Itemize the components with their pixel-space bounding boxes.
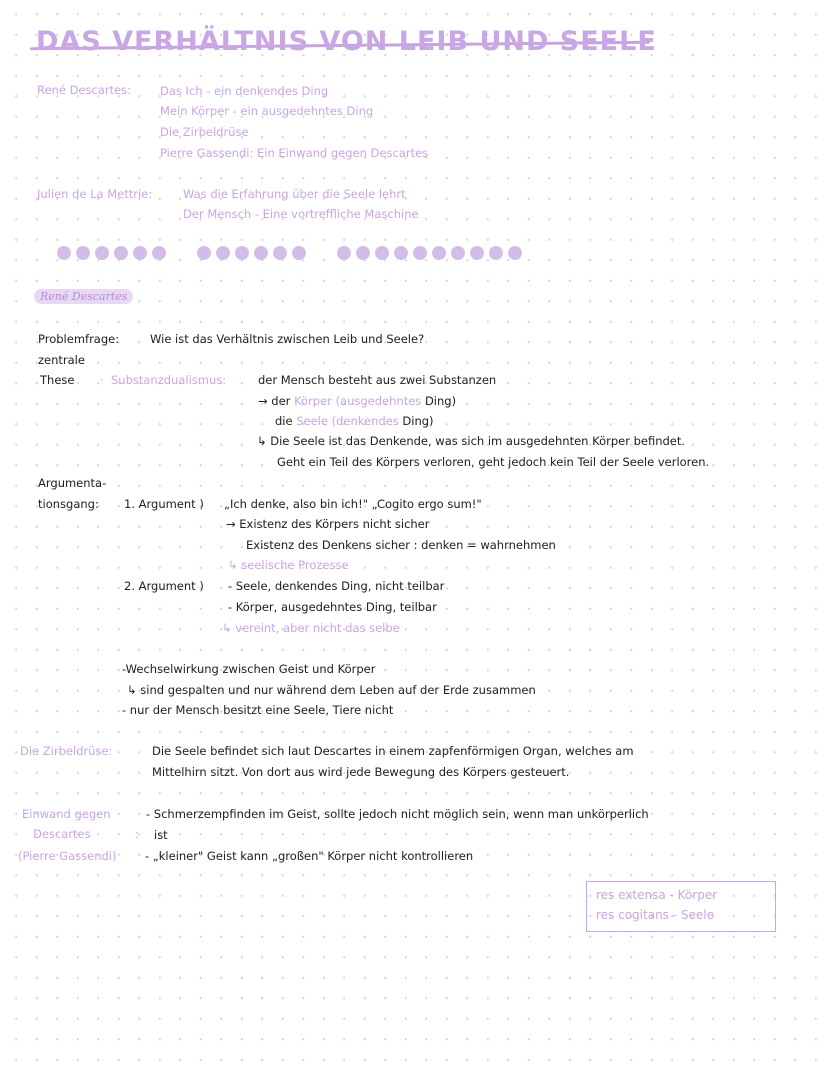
summary-line-cogitans: res cogitans - Seele [596, 908, 714, 922]
summary-box [586, 881, 776, 932]
summary-line-extensa: res extensa - Körper [596, 888, 718, 902]
zirbel-line-2: Mittelhirn sitzt. Von dort aus wird jede Bewegung des Körpers gesteuert. [152, 765, 570, 779]
these-line-4: Geht ein Teil des Körpers verloren, geht jedoch kein Teil der Seele verloren. [277, 455, 710, 469]
einwand-line-2: ist [154, 828, 168, 842]
toc-descartes-label: René Descartes: [37, 83, 132, 97]
argument-1-line-4: ↳ seelische Prozesse [228, 558, 349, 572]
wechsel-line-3: - nur der Mensch besitzt eine Seele, Tiere nicht [122, 703, 394, 717]
problem-label: Problemfrage: [38, 332, 120, 346]
these-line-3: ↳ Die Seele ist das Denkende, was sich im ausgedehnten Körper befindet. [257, 434, 686, 448]
these-term: Substanzdualismus: [111, 373, 227, 387]
einwand-label-colon: : [135, 827, 139, 841]
argument-1-line-1: „Ich denke, also bin ich!" „Cogito ergo sum!" [224, 497, 482, 511]
einwand-line-3: - „kleiner" Geist kann „großen" Körper nicht kontrollieren [145, 849, 474, 863]
wechsel-line-2: ↳ sind gespalten und nur während dem Leben auf der Erde zusammen [127, 683, 536, 697]
these-line-koerper: → der Körper (ausgedehntes Ding) [258, 394, 457, 408]
toc-item: Pierre Gassendi: Ein Einwand gegen Descartes [160, 146, 429, 160]
argument-2-line-3: ↳ vereint, aber nicht das selbe [222, 621, 400, 635]
toc-item: Das Ich - ein denkendes Ding [160, 84, 329, 98]
argument-1-label: 1. Argument ) [124, 497, 204, 511]
argument-2-line-1: - Seele, denkendes Ding, nicht teilbar [228, 579, 445, 593]
toc-item: Mein Körper - ein ausgedehntes Ding [160, 104, 374, 118]
einwand-label-2: Descartes [33, 827, 91, 841]
argument-1-line-3: Existenz des Denkens sicher : denken = wahrnehmen [246, 538, 556, 552]
argument-label-2: tionsgang: [38, 497, 99, 511]
wechsel-line-1: -Wechselwirkung zwischen Geist und Körper [122, 662, 376, 676]
einwand-label-1: Einwand gegen [22, 807, 111, 821]
section-heading-chip: René Descartes [34, 289, 133, 304]
these-label-1: zentrale [38, 353, 85, 367]
einwand-label-3: (Pierre Gassendi) [18, 849, 117, 863]
argument-2-line-2: - Körper, ausgedehntes Ding, teilbar [228, 600, 437, 614]
toc-lamettrie-label: Julien de La Mettrie: [37, 187, 153, 201]
zirbel-line-1: Die Seele befindet sich laut Descartes in einem zapfenförmigen Organ, welches am [152, 744, 634, 758]
these-main: der Mensch besteht aus zwei Substanzen [258, 373, 497, 387]
these-bullet: · [100, 373, 104, 387]
zirbel-label: Die Zirbeldrüse: [20, 744, 113, 758]
einwand-line-1: - Schmerzempfinden im Geist, sollte jedoch nicht möglich sein, wenn man unkörperlich [146, 807, 649, 821]
dot-divider [57, 246, 527, 260]
argument-1-line-2: → Existenz des Körpers nicht sicher [226, 517, 430, 531]
argument-2-label: 2. Argument ) [124, 579, 204, 593]
argument-label-1: Argumenta- [38, 476, 107, 490]
toc-item: Die Zirbeldrüse [160, 125, 249, 139]
toc-item: Der Mensch - Eine vortreffliche Maschine [183, 207, 419, 221]
problem-text: Wie ist das Verhältnis zwischen Leib und Seele? [150, 332, 425, 346]
these-line-seele: die Seele (denkendes Ding) [275, 414, 434, 428]
page-title: DAS VERHÄLTNIS VON LEIB UND SEELE [36, 26, 657, 57]
these-label-2: These [40, 373, 75, 387]
toc-item: Was die Erfahrung über die Seele lehrt [183, 187, 406, 201]
